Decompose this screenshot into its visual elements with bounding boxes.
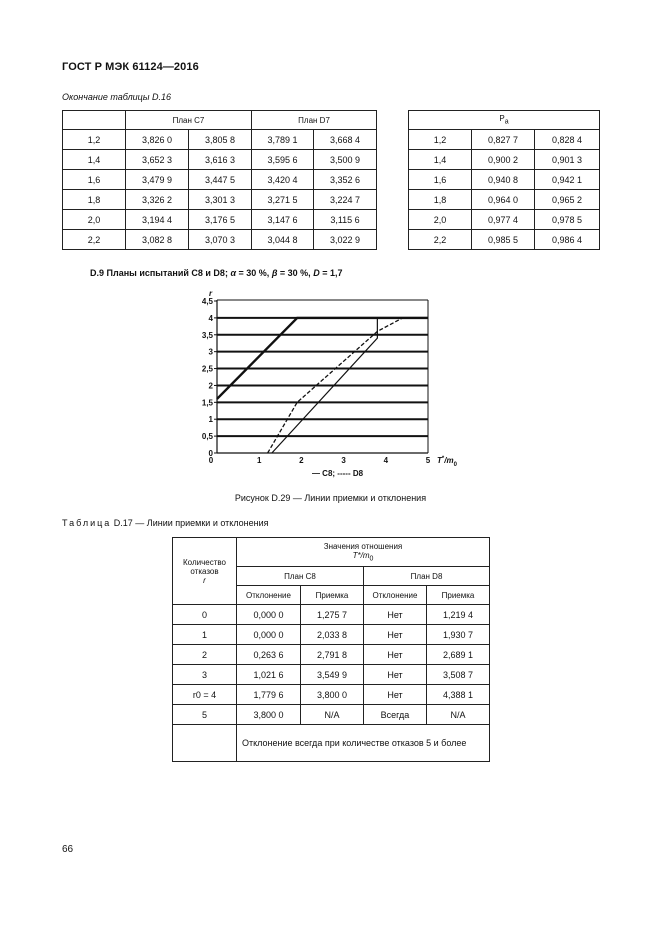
x-tick-label: 4 — [383, 456, 389, 465]
table-cell: 5 — [173, 705, 237, 725]
table-cell: N/A — [301, 705, 364, 725]
table-cell: Нет — [364, 685, 427, 705]
plan-d8-header: План D8 — [364, 567, 490, 586]
chart-legend — [312, 469, 364, 478]
section-heading: D.9 Планы испытаний C8 и D8; α = 30 %, β = 30 %, D = 1,7 — [90, 268, 343, 278]
table-gap — [377, 170, 409, 190]
table-cell: 1,4 — [409, 150, 472, 170]
table-cell: 2,0 — [63, 210, 126, 230]
table-cell: 3,595 6 — [252, 150, 314, 170]
table-gap — [377, 210, 409, 230]
table-gap — [377, 150, 409, 170]
d8-accept-header: Приемка — [427, 586, 490, 605]
table-cell: 0,263 6 — [237, 645, 301, 665]
table-gap — [377, 130, 409, 150]
table-row — [63, 130, 600, 150]
table-cell: 3,301 3 — [189, 190, 252, 210]
x-axis-label-part: T — [437, 456, 442, 465]
x-axis-label — [437, 456, 458, 468]
table-cell: 1 — [173, 625, 237, 645]
table-header-cell — [63, 111, 126, 130]
table-cell: 3,271 5 — [252, 190, 314, 210]
table-cell: Всегда — [364, 705, 427, 725]
x-tick-label: 3 — [341, 456, 346, 465]
table-cell: 1,2 — [63, 130, 126, 150]
c8-accept-header: Приемка — [301, 586, 364, 605]
acceptance-rejection-chart — [190, 284, 480, 489]
y-tick-label: 4,5 — [201, 297, 213, 306]
table-cell: 0,977 4 — [472, 210, 535, 230]
table-cell: 3,022 9 — [314, 230, 377, 250]
table-cell: 2,2 — [409, 230, 472, 250]
table-cell: 1,219 4 — [427, 605, 490, 625]
table-cell: 2,2 — [63, 230, 126, 250]
table-continuation-caption: Окончание таблицы D.16 — [62, 92, 171, 102]
table-cell: 3,479 9 — [126, 170, 189, 190]
table-d17 — [172, 537, 490, 762]
x-tick-label: 1 — [256, 456, 262, 465]
table-cell: 3,224 7 — [314, 190, 377, 210]
table-cell: N/A — [427, 705, 490, 725]
x-tick-label: 5 — [425, 456, 431, 465]
table-cell: 0,985 5 — [472, 230, 535, 250]
series-line-c8 — [217, 318, 428, 399]
table-cell: 4,388 1 — [427, 685, 490, 705]
table-gap — [377, 111, 409, 130]
table-cell: 1,021 6 — [237, 665, 301, 685]
table-cell: 0,940 8 — [472, 170, 535, 190]
table-cell: 3,176 5 — [189, 210, 252, 230]
plan-c7-header: План C7 — [126, 111, 252, 130]
table-cell: 2,689 1 — [427, 645, 490, 665]
page-number: 66 — [62, 844, 74, 855]
y-tick-label: 1,5 — [201, 398, 213, 408]
table-cell: Нет — [364, 665, 427, 685]
table-row — [173, 605, 490, 625]
table-cell: 0,986 4 — [535, 230, 600, 250]
table-note: Отклонение всегда при количестве отказов 5 и более — [237, 725, 490, 762]
table-cell: 0,964 0 — [472, 190, 535, 210]
note-empty-cell — [173, 725, 237, 762]
table-cell: 3,326 2 — [126, 190, 189, 210]
table-row — [173, 685, 490, 705]
y-tick-label: 3,5 — [201, 330, 213, 340]
table-row — [173, 705, 490, 725]
y-tick-label: 2,5 — [201, 364, 213, 374]
table-cell: 3,070 3 — [189, 230, 252, 250]
table-cell: Нет — [364, 625, 427, 645]
table-row — [63, 230, 600, 250]
y-tick-label: 3 — [208, 347, 213, 357]
table-row — [63, 150, 600, 170]
x-tick-label: 0 — [208, 456, 214, 465]
table-cell: 3 — [173, 665, 237, 685]
pa-header: $P_a$ — [409, 111, 600, 130]
table-cell: 1,930 7 — [427, 625, 490, 645]
table-cell: 1,8 — [409, 190, 472, 210]
y-axis-label: r — [209, 289, 213, 298]
table-cell: 3,652 3 — [126, 150, 189, 170]
table-cell: 3,352 6 — [314, 170, 377, 190]
table-cell: 0,900 2 — [472, 150, 535, 170]
figure-caption: Рисунок D.29 — Линии приемки и отклонения — [234, 493, 427, 503]
c8-reject-header: Отклонение — [237, 586, 301, 605]
table-cell: 1,8 — [63, 190, 126, 210]
table-row — [63, 170, 600, 190]
table-cell: 3,616 3 — [189, 150, 252, 170]
x-axis-label-part: 0 — [453, 462, 457, 468]
table-cell: 3,549 9 — [301, 665, 364, 685]
table-d17-caption: Таблица D.17 — Линии приемки и отклонения — [62, 518, 269, 528]
table-cell: 0,901 3 — [535, 150, 600, 170]
legend-entry: — C8; — [311, 469, 338, 478]
d8-reject-header: Отклонение — [364, 586, 427, 605]
y-tick-label: 1 — [208, 415, 213, 425]
table-d16 — [62, 110, 600, 250]
ratio-values-header: Значения отношения $T*/m_0$ — [237, 538, 490, 567]
table-cell: 3,805 8 — [189, 130, 252, 150]
table-cell: Нет — [364, 645, 427, 665]
table-cell: 0 — [173, 605, 237, 625]
table-cell: 3,194 4 — [126, 210, 189, 230]
table-cell: 3,800 0 — [237, 705, 301, 725]
table-cell: 0,000 0 — [237, 605, 301, 625]
table-cell: 1,779 6 — [237, 685, 301, 705]
table-cell: 3,800 0 — [301, 685, 364, 705]
table-cell: 3,668 4 — [314, 130, 377, 150]
document-title: ГОСТ Р МЭК 61124—2016 — [62, 61, 199, 73]
y-tick-label: 4 — [208, 313, 213, 323]
plan-c8-header: План C8 — [237, 567, 364, 586]
table-cell: Нет — [364, 605, 427, 625]
table-row — [173, 625, 490, 645]
table-gap — [377, 230, 409, 250]
table-cell: 1,4 — [63, 150, 126, 170]
table-cell: 3,500 9 — [314, 150, 377, 170]
table-cell: 1,275 7 — [301, 605, 364, 625]
table-cell: 0,942 1 — [535, 170, 600, 190]
table-cell: r0 = 4 — [173, 685, 237, 705]
table-cell: 3,420 4 — [252, 170, 314, 190]
table-cell: 2,033 8 — [301, 625, 364, 645]
table-cell: 0,827 7 — [472, 130, 535, 150]
plan-d7-header: План D7 — [252, 111, 377, 130]
x-axis-label-part: /m — [444, 456, 454, 465]
table-cell: 3,508 7 — [427, 665, 490, 685]
table-cell: 0,978 5 — [535, 210, 600, 230]
table-row — [173, 645, 490, 665]
table-cell: 3,115 6 — [314, 210, 377, 230]
legend-entry: ----- D8 — [337, 469, 364, 478]
table-cell: 2,0 — [409, 210, 472, 230]
table-cell: 0,965 2 — [535, 190, 600, 210]
table-cell: 3,789 1 — [252, 130, 314, 150]
table-row — [63, 210, 600, 230]
table-gap — [377, 190, 409, 210]
table-cell: 3,826 0 — [126, 130, 189, 150]
table-cell: 2 — [173, 645, 237, 665]
table-row — [63, 190, 600, 210]
failure-count-header: Количество отказов r — [173, 538, 237, 605]
x-axis-label-part: * — [441, 456, 445, 462]
table-row — [173, 665, 490, 685]
table-cell: 3,082 8 — [126, 230, 189, 250]
table-cell: 1,6 — [409, 170, 472, 190]
table-cell: 3,447 5 — [189, 170, 252, 190]
table-cell: 0,000 0 — [237, 625, 301, 645]
y-tick-label: 0,5 — [201, 432, 213, 442]
y-tick-label: 0 — [208, 449, 213, 458]
table-cell: 0,828 4 — [535, 130, 600, 150]
table-cell: 2,791 8 — [301, 645, 364, 665]
table-cell: 3,044 8 — [252, 230, 314, 250]
table-cell: 1,2 — [409, 130, 472, 150]
y-tick-label: 2 — [208, 381, 213, 391]
x-tick-label: 2 — [299, 456, 304, 465]
table-cell: 1,6 — [63, 170, 126, 190]
table-cell: 3,147 6 — [252, 210, 314, 230]
